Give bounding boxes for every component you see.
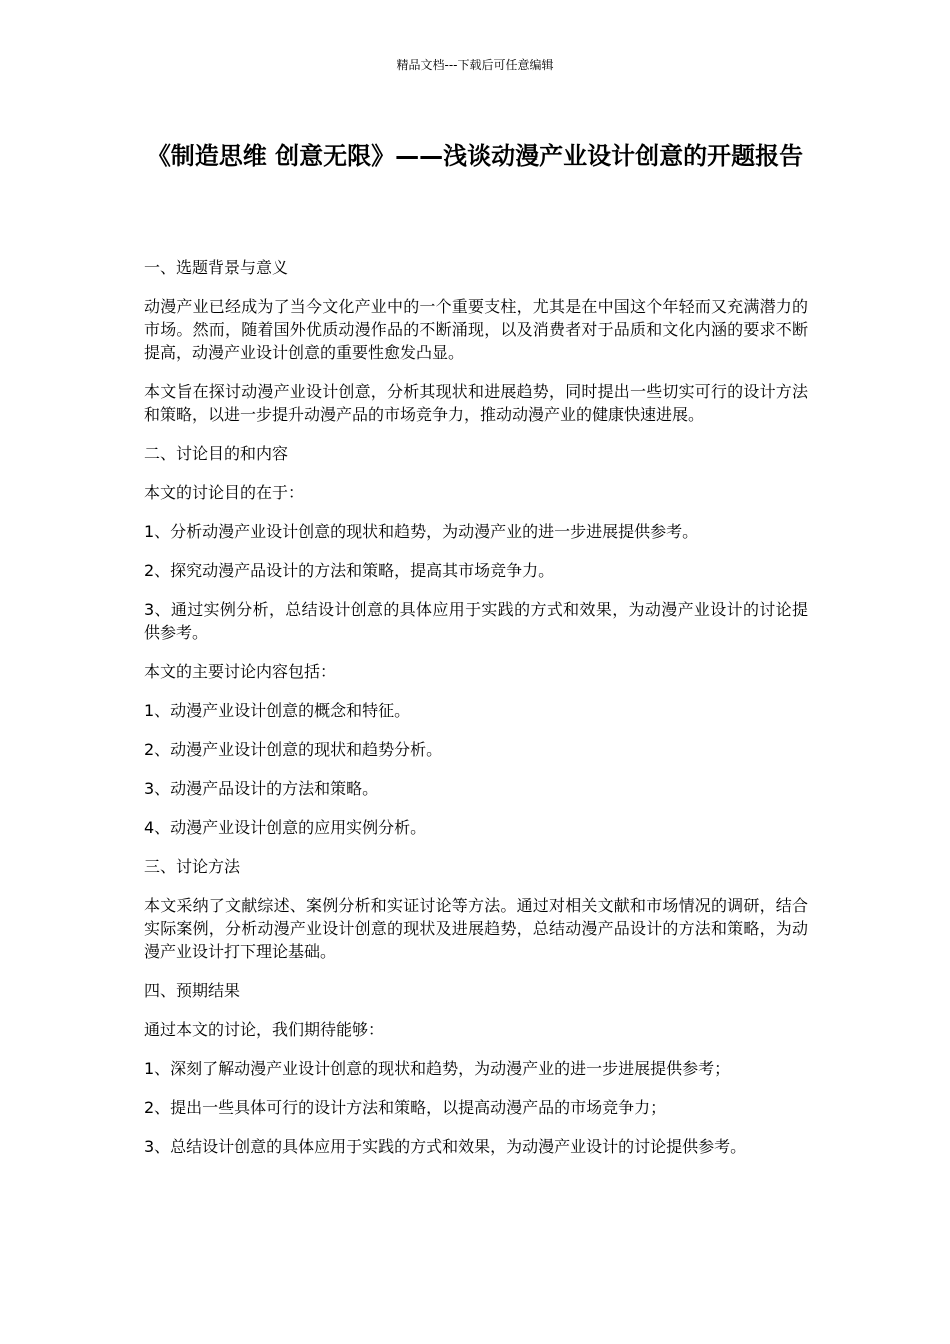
section-heading-purpose: 二、讨论目的和内容 — [144, 444, 289, 463]
list-item: 2、动漫产业设计创意的现状和趋势分析。 — [144, 740, 443, 759]
page-header: 精品文档---下载后可任意编辑 — [396, 58, 554, 72]
list-item: 3、总结设计创意的具体应用于实践的方式和效果，为动漫产业设计的讨论提供参考。 — [144, 1137, 747, 1156]
section-heading-method: 三、讨论方法 — [144, 857, 241, 876]
body-paragraph: 本文的主要讨论内容包括： — [144, 662, 337, 681]
section-heading-background: 一、选题背景与意义 — [144, 258, 289, 277]
body-paragraph: 本文旨在探讨动漫产业设计创意，分析其现状和进展趋势，同时提出一些切实可行的设计方法和策略，以进一步提升动漫产品的市场竞争力，推动动漫产业的健康快速进展。 — [144, 382, 808, 424]
list-item: 2、提出一些具体可行的设计方法和策略，以提高动漫产品的市场竞争力； — [144, 1098, 667, 1117]
body-paragraph: 通过本文的讨论，我们期待能够： — [144, 1020, 385, 1039]
list-item: 3、动漫产品设计的方法和策略。 — [144, 779, 379, 798]
document-title: 《制造思维 创意无限》——浅谈动漫产业设计创意的开题报告 — [146, 142, 804, 170]
list-item: 1、深刻了解动漫产业设计创意的现状和趋势，为动漫产业的进一步进展提供参考； — [144, 1059, 731, 1078]
list-item: 2、探究动漫产品设计的方法和策略，提高其市场竞争力。 — [144, 561, 555, 580]
document-body — [144, 256, 808, 1174]
list-item: 4、动漫产业设计创意的应用实例分析。 — [144, 818, 427, 837]
section-heading-results: 四、预期结果 — [144, 981, 241, 1000]
list-item: 1、动漫产业设计创意的概念和特征。 — [144, 701, 411, 720]
list-item: 3、通过实例分析，总结设计创意的具体应用于实践的方式和效果，为动漫产业设计的讨论提供参考。 — [144, 600, 808, 642]
body-paragraph: 动漫产业已经成为了当今文化产业中的一个重要支柱，尤其是在中国这个年轻而又充满潜力的市场。然而，随着国外优质动漫作品的不断涌现，以及消费者对于品质和文化内涵的要求不断提高，动漫产业设计创意的重要性愈发凸显。 — [144, 297, 808, 362]
list-item: 1、分析动漫产业设计创意的现状和趋势，为动漫产业的进一步进展提供参考。 — [144, 522, 699, 541]
body-paragraph: 本文的讨论目的在于： — [144, 483, 305, 502]
body-paragraph: 本文采纳了文献综述、案例分析和实证讨论等方法。通过对相关文献和市场情况的调研，结合实际案例，分析动漫产业设计创意的现状及进展趋势，总结动漫产品设计的方法和策略，为动漫产业设计打下理论基础。 — [144, 896, 808, 961]
